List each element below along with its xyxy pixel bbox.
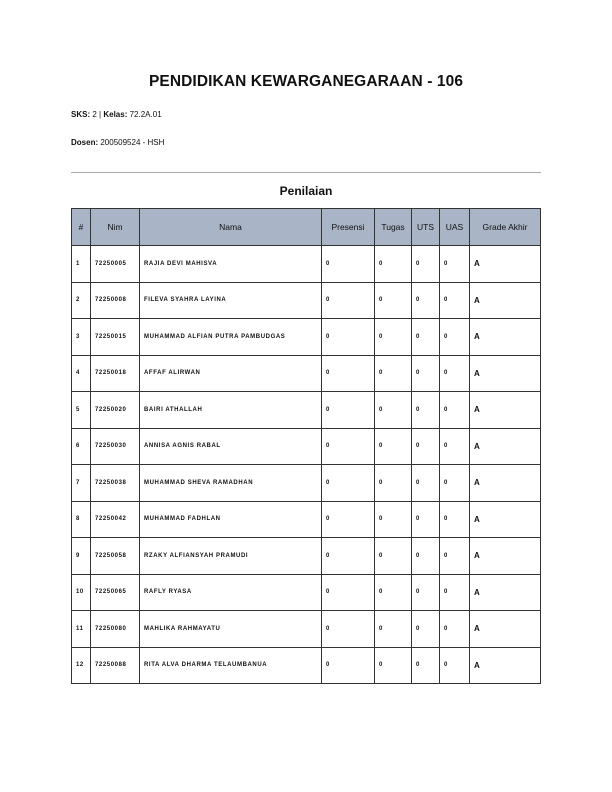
column-header-nama: Nama: [140, 209, 322, 246]
table-row: [72, 392, 541, 429]
cell-nim: 72250065: [91, 574, 140, 611]
cell-tugas: 0: [375, 465, 412, 502]
cell-nim: 72250008: [91, 282, 140, 319]
cell-number: 1: [72, 246, 91, 283]
cell-presensi: 0: [322, 574, 375, 611]
cell-nim: 72250038: [91, 465, 140, 502]
column-header-uts: UTS: [412, 209, 440, 246]
cell-number: 5: [72, 392, 91, 429]
meta-separator: |: [99, 110, 102, 119]
sks-value: 2: [92, 110, 97, 119]
cell-presensi: 0: [322, 282, 375, 319]
cell-nama: ANNISA AGNIS RABAL: [140, 428, 322, 465]
cell-grade-akhir: A: [470, 538, 541, 575]
cell-uts: 0: [412, 501, 440, 538]
course-meta-dosen: [71, 138, 164, 147]
cell-uts: 0: [412, 246, 440, 283]
cell-tugas: 0: [375, 392, 412, 429]
cell-grade-akhir: A: [470, 282, 541, 319]
cell-tugas: 0: [375, 319, 412, 356]
cell-number: 11: [72, 611, 91, 648]
cell-nama: RAFLY RYASA: [140, 574, 322, 611]
cell-nim: 72250015: [91, 319, 140, 356]
cell-presensi: 0: [322, 246, 375, 283]
cell-uas: 0: [440, 246, 470, 283]
table-row: [72, 355, 541, 392]
cell-tugas: 0: [375, 611, 412, 648]
cell-nim: 72250020: [91, 392, 140, 429]
cell-presensi: 0: [322, 319, 375, 356]
cell-number: 7: [72, 465, 91, 502]
cell-presensi: 0: [322, 392, 375, 429]
cell-presensi: 0: [322, 465, 375, 502]
kelas-label: Kelas:: [103, 110, 128, 119]
cell-tugas: 0: [375, 538, 412, 575]
cell-uas: 0: [440, 647, 470, 684]
cell-uts: 0: [412, 647, 440, 684]
cell-nama: FILEVA SYAHRA LAYINA: [140, 282, 322, 319]
cell-grade-akhir: A: [470, 465, 541, 502]
cell-nama: RAJIA DEVI MAHISVA: [140, 246, 322, 283]
cell-nama: MAHLIKA RAHMAYATU: [140, 611, 322, 648]
cell-presensi: 0: [322, 611, 375, 648]
cell-tugas: 0: [375, 647, 412, 684]
column-header-grade-akhir: Grade Akhir: [470, 209, 541, 246]
cell-uas: 0: [440, 282, 470, 319]
cell-uas: 0: [440, 355, 470, 392]
cell-uas: 0: [440, 611, 470, 648]
kelas-value: 72.2A.01: [129, 110, 162, 119]
cell-grade-akhir: A: [470, 611, 541, 648]
table-row: [72, 465, 541, 502]
cell-uts: 0: [412, 392, 440, 429]
cell-grade-akhir: A: [470, 246, 541, 283]
table-row: [72, 319, 541, 356]
dosen-value: 200509524 - HSH: [100, 138, 165, 147]
cell-number: 6: [72, 428, 91, 465]
cell-nim: 72250058: [91, 538, 140, 575]
cell-nim: 72250042: [91, 501, 140, 538]
table-row: [72, 246, 541, 283]
cell-nama: BAIRI ATHALLAH: [140, 392, 322, 429]
table-row: [72, 282, 541, 319]
cell-number: 4: [72, 355, 91, 392]
cell-nim: 72250030: [91, 428, 140, 465]
sks-label: SKS:: [71, 110, 91, 119]
cell-grade-akhir: A: [470, 647, 541, 684]
cell-nama: AFFAF ALIRWAN: [140, 355, 322, 392]
cell-uts: 0: [412, 282, 440, 319]
cell-number: 8: [72, 501, 91, 538]
cell-uas: 0: [440, 538, 470, 575]
cell-presensi: 0: [322, 428, 375, 465]
column-header-number: #: [72, 209, 91, 246]
cell-nim: 72250018: [91, 355, 140, 392]
cell-uas: 0: [440, 465, 470, 502]
cell-nama: RZAKY ALFIANSYAH PRAMUDI: [140, 538, 322, 575]
cell-uts: 0: [412, 428, 440, 465]
grades-table: [71, 208, 541, 684]
cell-grade-akhir: A: [470, 501, 541, 538]
cell-uas: 0: [440, 392, 470, 429]
cell-grade-akhir: A: [470, 428, 541, 465]
cell-number: 10: [72, 574, 91, 611]
table-row: [72, 501, 541, 538]
column-header-uas: UAS: [440, 209, 470, 246]
cell-nama: MUHAMMAD FADHLAN: [140, 501, 322, 538]
course-meta-sks-kelas: [71, 110, 162, 119]
cell-number: 12: [72, 647, 91, 684]
cell-nim: 72250088: [91, 647, 140, 684]
cell-tugas: 0: [375, 501, 412, 538]
cell-tugas: 0: [375, 282, 412, 319]
cell-number: 2: [72, 282, 91, 319]
horizontal-divider: [71, 172, 541, 173]
cell-uas: 0: [440, 574, 470, 611]
cell-tugas: 0: [375, 574, 412, 611]
cell-nama: MUHAMMAD ALFIAN PUTRA PAMBUDGAS: [140, 319, 322, 356]
cell-uts: 0: [412, 538, 440, 575]
cell-presensi: 0: [322, 355, 375, 392]
cell-number: 9: [72, 538, 91, 575]
cell-tugas: 0: [375, 246, 412, 283]
column-header-tugas: Tugas: [375, 209, 412, 246]
table-row: [72, 538, 541, 575]
table-row: [72, 647, 541, 684]
cell-nim: 72250080: [91, 611, 140, 648]
cell-number: 3: [72, 319, 91, 356]
cell-grade-akhir: A: [470, 319, 541, 356]
cell-grade-akhir: A: [470, 355, 541, 392]
cell-nama: MUHAMMAD SHEVA RAMADHAN: [140, 465, 322, 502]
table-row: [72, 611, 541, 648]
cell-grade-akhir: A: [470, 392, 541, 429]
table-row: [72, 428, 541, 465]
cell-uas: 0: [440, 501, 470, 538]
cell-uts: 0: [412, 611, 440, 648]
cell-uas: 0: [440, 319, 470, 356]
cell-uts: 0: [412, 355, 440, 392]
dosen-label: Dosen:: [71, 138, 99, 147]
table-header-row: [72, 209, 541, 246]
cell-uts: 0: [412, 574, 440, 611]
cell-tugas: 0: [375, 355, 412, 392]
cell-nim: 72250005: [91, 246, 140, 283]
cell-tugas: 0: [375, 428, 412, 465]
section-title: Penilaian: [279, 184, 333, 198]
cell-presensi: 0: [322, 501, 375, 538]
column-header-presensi: Presensi: [322, 209, 375, 246]
cell-nama: RITA ALVA DHARMA TELAUMBANUA: [140, 647, 322, 684]
column-header-nim: Nim: [91, 209, 140, 246]
cell-uts: 0: [412, 319, 440, 356]
course-title: PENDIDIKAN KEWARGANEGARAAN - 106: [148, 73, 464, 90]
cell-presensi: 0: [322, 538, 375, 575]
cell-presensi: 0: [322, 647, 375, 684]
cell-grade-akhir: A: [470, 574, 541, 611]
table-row: [72, 574, 541, 611]
cell-uas: 0: [440, 428, 470, 465]
cell-uts: 0: [412, 465, 440, 502]
